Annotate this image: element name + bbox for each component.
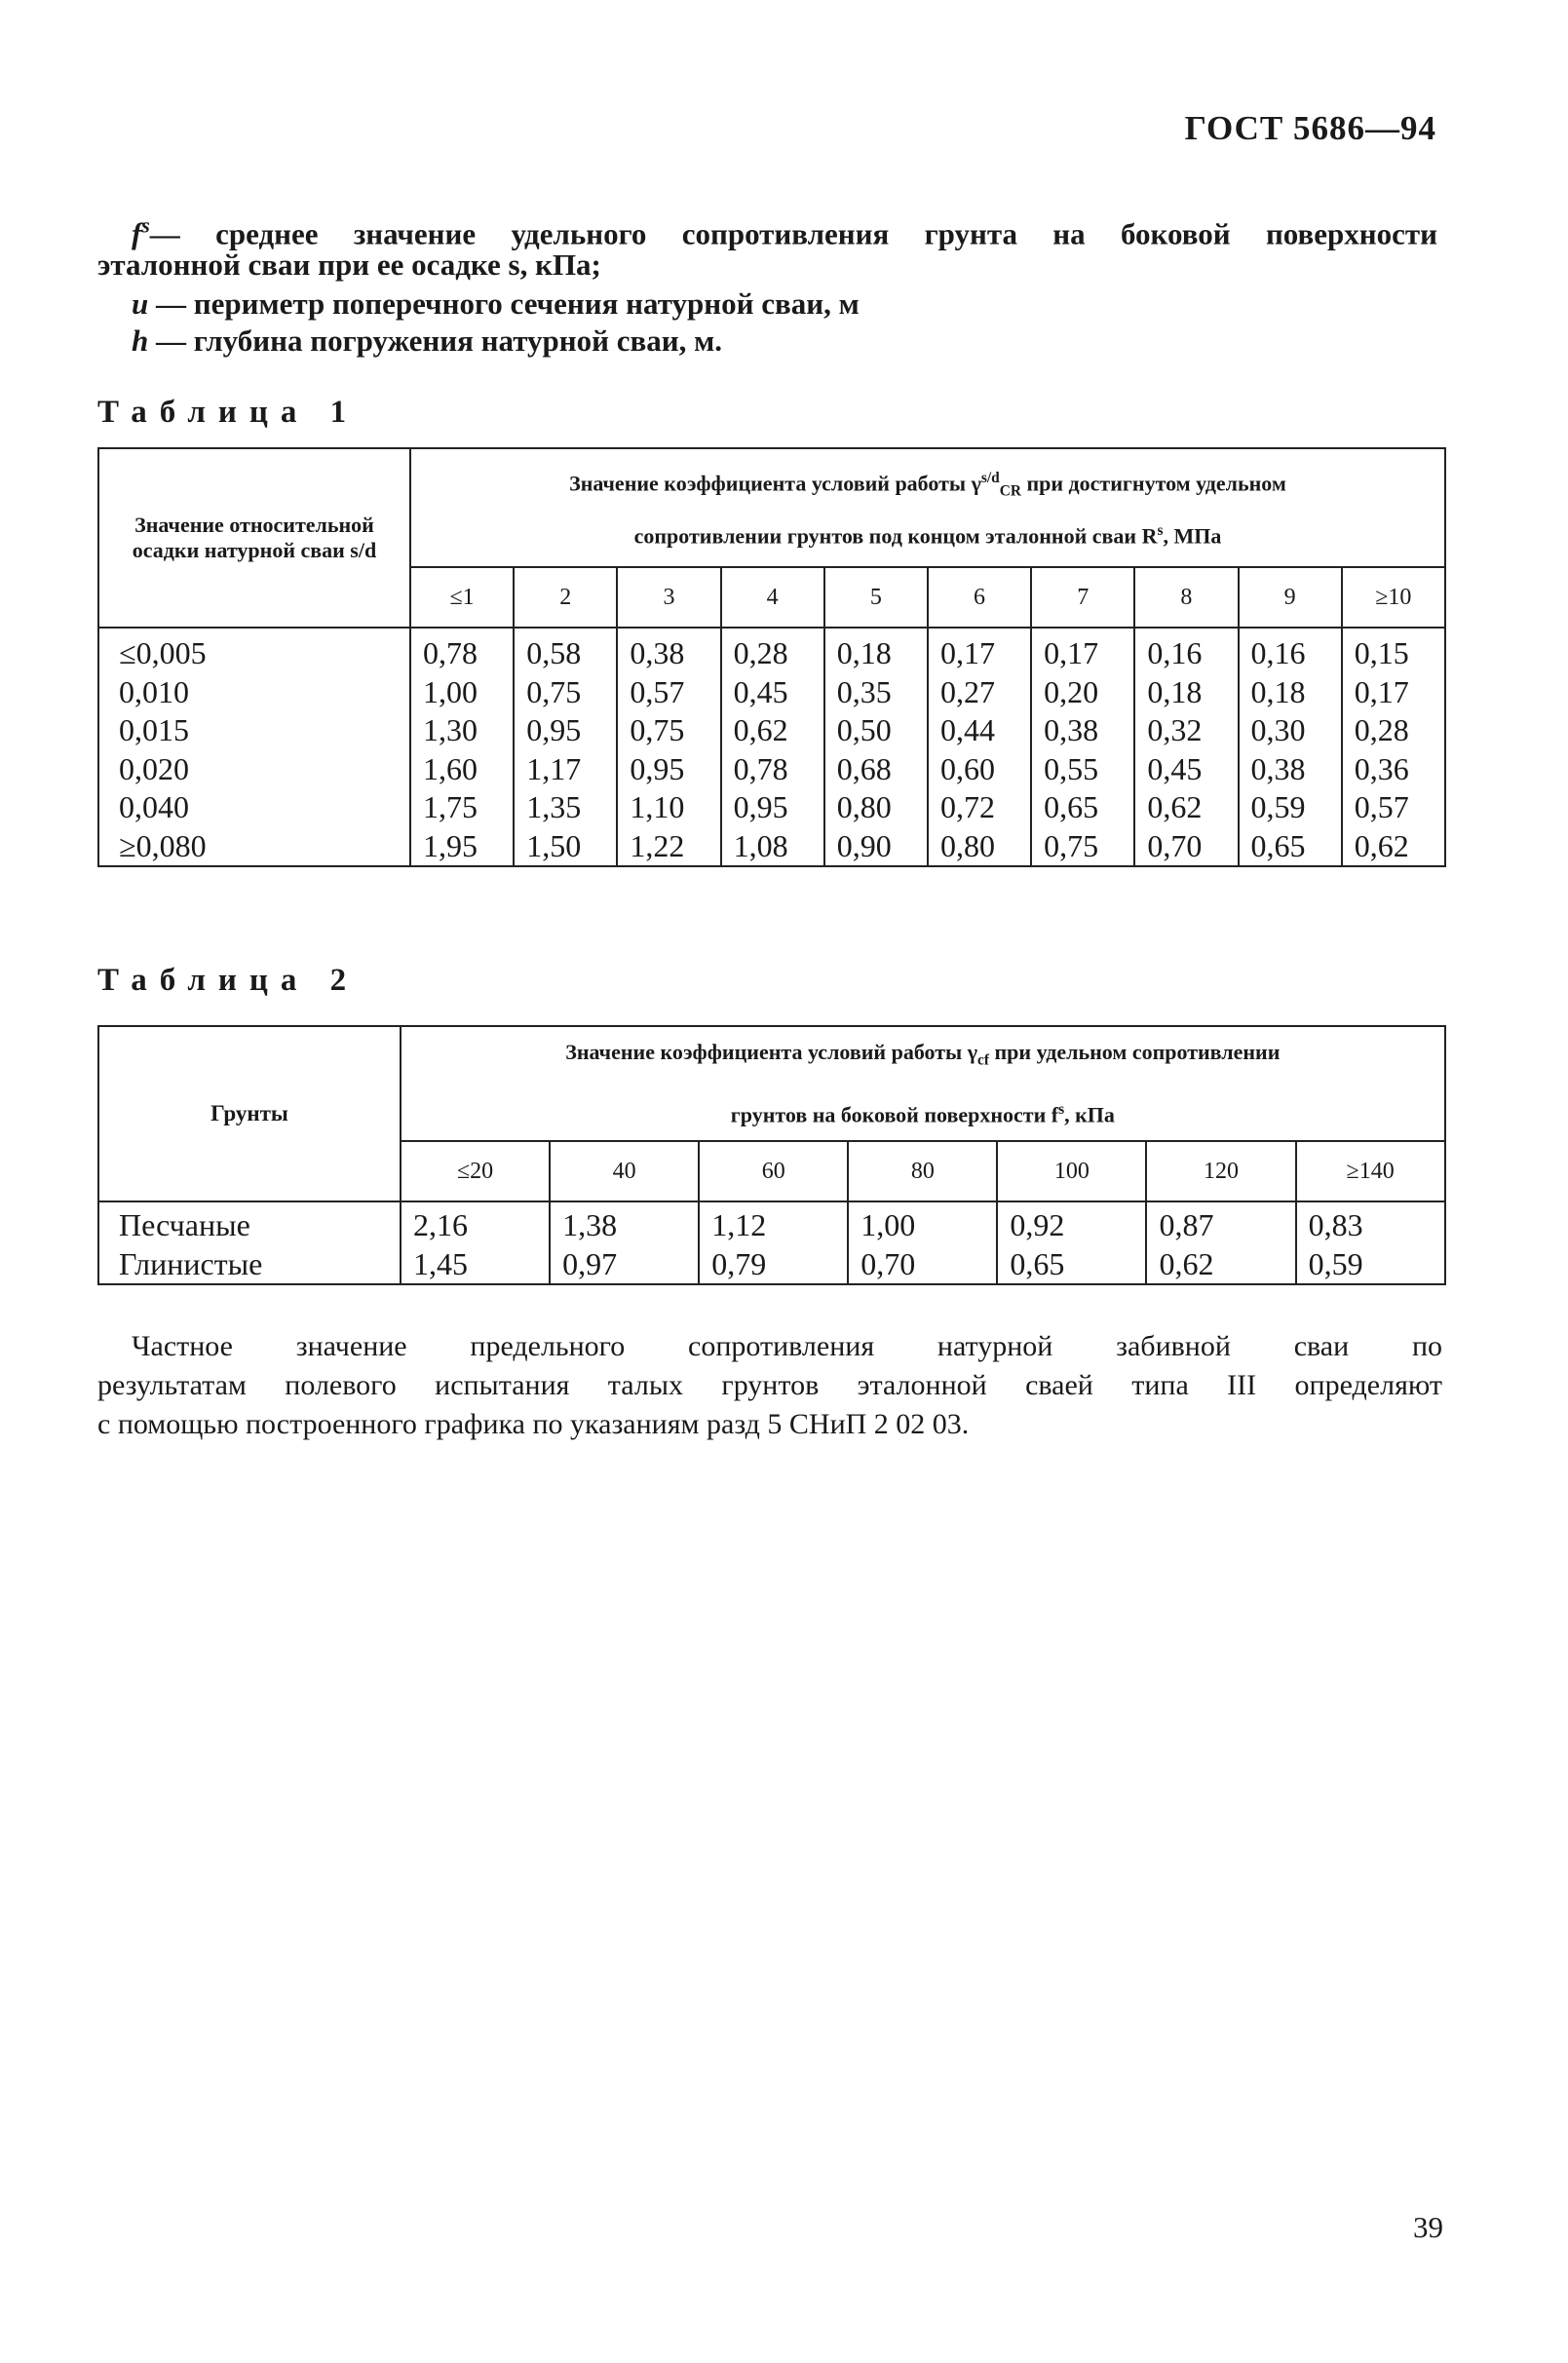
table1-cell: 0,62 xyxy=(721,711,824,750)
table1-caption: Таблица 1 xyxy=(97,395,360,430)
table2-header-part3: грунтов на боковой поверхности f xyxy=(730,1101,1059,1126)
table2-column-header xyxy=(401,1026,1445,1141)
table1-cell: 0,50 xyxy=(824,711,928,750)
table1-column-7: 7 xyxy=(1031,567,1134,628)
table2-cell: 1,00 xyxy=(848,1201,997,1245)
table1-column-8: 8 xyxy=(1134,567,1238,628)
table1-cell: 0,70 xyxy=(1134,827,1238,867)
table-row xyxy=(98,1201,1445,1245)
table1-cell: 0,90 xyxy=(824,827,928,867)
table2-header-part1: Значение коэффициента условий работы γ xyxy=(565,1040,978,1065)
table1-row-header: Значение относительной осадки натурной сваи s/d xyxy=(98,448,410,628)
table1-cell: 0,16 xyxy=(1239,628,1342,673)
table2-header-part2: при удельном сопротивлении xyxy=(989,1040,1281,1065)
table1-row-label: ≤0,005 xyxy=(98,628,410,673)
table2-cell: 0,62 xyxy=(1146,1245,1295,1285)
table1-column-6: 6 xyxy=(928,567,1031,628)
table1-cell: 0,44 xyxy=(928,711,1031,750)
table1-cell: 0,62 xyxy=(1342,827,1445,867)
table2-header-sub: cf xyxy=(977,1051,989,1069)
table2-cell: 0,59 xyxy=(1296,1245,1445,1285)
document-header: ГОСТ 5686—94 xyxy=(1184,109,1436,147)
table1-cell: 0,20 xyxy=(1031,673,1134,712)
table2-column-1: ≤20 xyxy=(401,1141,550,1201)
table-row xyxy=(98,673,1445,712)
table2-column-5: 100 xyxy=(997,1141,1146,1201)
table2-cell: 1,12 xyxy=(699,1201,848,1245)
table1-column-2: 2 xyxy=(514,567,617,628)
paragraph-line-1: Частное значение предельного сопротивления натурной забивной сваи по xyxy=(132,1330,1442,1362)
table1-cell: 0,72 xyxy=(928,788,1031,827)
table1-cell: 0,78 xyxy=(721,750,824,789)
table1-header-sub: CR xyxy=(999,483,1021,501)
table-row xyxy=(98,750,1445,789)
table1-cell: 0,95 xyxy=(617,750,720,789)
table2-column-3: 60 xyxy=(699,1141,848,1201)
table-row xyxy=(98,827,1445,867)
table1-cell: 1,50 xyxy=(514,827,617,867)
table1-cell: 0,18 xyxy=(824,628,928,673)
table1-cell: 0,17 xyxy=(1342,673,1445,712)
table1-header-unit: , МПа xyxy=(1163,523,1222,549)
table2-cell: 2,16 xyxy=(401,1201,550,1245)
table1-cell: 0,62 xyxy=(1134,788,1238,827)
table2-cell: 0,70 xyxy=(848,1245,997,1285)
table1-header-sup: s/d xyxy=(980,470,1000,487)
table2-caption: Таблица 2 xyxy=(97,963,360,998)
table2-row-label: Глинистые xyxy=(98,1245,401,1285)
table1-header-part1: Значение коэффициента условий работы γ xyxy=(569,471,981,496)
table1-column-3: 3 xyxy=(617,567,720,628)
table1-cell: 0,32 xyxy=(1134,711,1238,750)
table1-cell: 0,15 xyxy=(1342,628,1445,673)
table1-cell: 0,38 xyxy=(617,628,720,673)
table1-cell: 0,80 xyxy=(928,827,1031,867)
table1-cell: 1,17 xyxy=(514,750,617,789)
table2-cell: 0,97 xyxy=(550,1245,699,1285)
table1-cell: 1,95 xyxy=(410,827,514,867)
table1-cell: 1,75 xyxy=(410,788,514,827)
table2-row-label: Песчаные xyxy=(98,1201,401,1245)
paragraph-line-2: результатам полевого испытания талых грунтов эталонной сваей типа III определяют xyxy=(97,1369,1442,1401)
table2-column-7: ≥140 xyxy=(1296,1141,1445,1201)
table1-cell: 0,78 xyxy=(410,628,514,673)
page-number: 39 xyxy=(1413,2210,1443,2244)
table2-column-6: 120 xyxy=(1146,1141,1295,1201)
paragraph-line-3: с помощью построенного графика по указаниям разд 5 СНиП 2 02 03. xyxy=(97,1408,970,1440)
symbol-h: h xyxy=(132,324,149,358)
table2-header-unit: , кПа xyxy=(1064,1101,1115,1126)
table1-cell: 0,60 xyxy=(928,750,1031,789)
symbol-f: f xyxy=(132,216,142,251)
table1-cell: 0,57 xyxy=(617,673,720,712)
table2-cell: 1,38 xyxy=(550,1201,699,1245)
table2-column-2: 40 xyxy=(550,1141,699,1201)
table1-cell: 0,45 xyxy=(721,673,824,712)
table1-cell: 0,65 xyxy=(1031,788,1134,827)
table1-cell: 0,38 xyxy=(1239,750,1342,789)
definition-h xyxy=(132,322,1476,361)
table1-cell: 1,22 xyxy=(617,827,720,867)
table1-cell: 0,75 xyxy=(617,711,720,750)
table2-cell: 0,92 xyxy=(997,1201,1146,1245)
table1-cell: 0,38 xyxy=(1031,711,1134,750)
table1-cell: 0,28 xyxy=(721,628,824,673)
table1-cell: 1,10 xyxy=(617,788,720,827)
table1-cell: 0,27 xyxy=(928,673,1031,712)
table-row xyxy=(98,788,1445,827)
definition-u-text: — периметр поперечного сечения натурной сваи, м xyxy=(148,286,860,321)
table1-cell: 0,95 xyxy=(514,711,617,750)
table1-cell: 0,35 xyxy=(824,673,928,712)
table2-cell: 0,83 xyxy=(1296,1201,1445,1245)
table1-cell: 0,65 xyxy=(1239,827,1342,867)
table1-cell: 0,68 xyxy=(824,750,928,789)
table1-row-label: 0,015 xyxy=(98,711,410,750)
table1-cell: 0,16 xyxy=(1134,628,1238,673)
table1 xyxy=(97,447,1446,867)
table1-cell: 0,28 xyxy=(1342,711,1445,750)
table2 xyxy=(97,1025,1446,1285)
table2-cell: 0,79 xyxy=(699,1245,848,1285)
table1-cell: 0,75 xyxy=(514,673,617,712)
symbol-s: s xyxy=(141,214,150,238)
table1-cell: 0,18 xyxy=(1134,673,1238,712)
table1-cell: 0,58 xyxy=(514,628,617,673)
table1-row-label: 0,010 xyxy=(98,673,410,712)
table1-column-1: ≤1 xyxy=(410,567,514,628)
table1-column-10: ≥10 xyxy=(1342,567,1445,628)
table2-row-header: Грунты xyxy=(98,1026,401,1201)
table1-cell: 0,36 xyxy=(1342,750,1445,789)
table1-cell: 1,60 xyxy=(410,750,514,789)
table1-column-4: 4 xyxy=(721,567,824,628)
table1-header-part3: сопротивлении грунтов под концом эталонной сваи R xyxy=(633,523,1158,549)
table1-cell: 0,59 xyxy=(1239,788,1342,827)
table2-column-4: 80 xyxy=(848,1141,997,1201)
table1-row-label: 0,020 xyxy=(98,750,410,789)
table1-column-header xyxy=(410,448,1445,567)
table1-header-sup2: s xyxy=(1157,522,1164,540)
table1-cell: 1,08 xyxy=(721,827,824,867)
table1-cell: 0,18 xyxy=(1239,673,1342,712)
table1-header-part2: при достигнутом удельном xyxy=(1020,471,1286,496)
table2-cell: 0,65 xyxy=(997,1245,1146,1285)
table1-cell: 0,30 xyxy=(1239,711,1342,750)
table1-column-9: 9 xyxy=(1239,567,1342,628)
table1-cell: 1,35 xyxy=(514,788,617,827)
table-row xyxy=(98,628,1445,673)
table2-header-sup: s xyxy=(1058,1100,1065,1118)
table1-cell: 0,17 xyxy=(928,628,1031,673)
symbol-u: u xyxy=(132,286,149,321)
table1-cell: 0,75 xyxy=(1031,827,1134,867)
table2-cell: 0,87 xyxy=(1146,1201,1295,1245)
table1-row-label: 0,040 xyxy=(98,788,410,827)
definition-h-text: — глубина погружения натурной сваи, м. xyxy=(148,324,722,358)
table1-cell: 0,17 xyxy=(1031,628,1134,673)
table1-cell: 0,80 xyxy=(824,788,928,827)
table-row xyxy=(98,711,1445,750)
table1-column-5: 5 xyxy=(824,567,928,628)
table1-cell: 0,57 xyxy=(1342,788,1445,827)
table1-cell: 0,55 xyxy=(1031,750,1134,789)
table1-cell: 0,45 xyxy=(1134,750,1238,789)
table1-cell: 0,95 xyxy=(721,788,824,827)
table-row xyxy=(98,1245,1445,1285)
table1-cell: 1,00 xyxy=(410,673,514,712)
definition-u xyxy=(132,285,1476,324)
table1-row-label: ≥0,080 xyxy=(98,827,410,867)
definition-fs-continued: эталонной сваи при ее осадке s, кПа; xyxy=(97,248,601,282)
definition-fs-text: — среднее значение удельного сопротивления грунта на боковой поверхности xyxy=(149,216,1437,251)
table1-cell: 1,30 xyxy=(410,711,514,750)
table2-cell: 1,45 xyxy=(401,1245,550,1285)
